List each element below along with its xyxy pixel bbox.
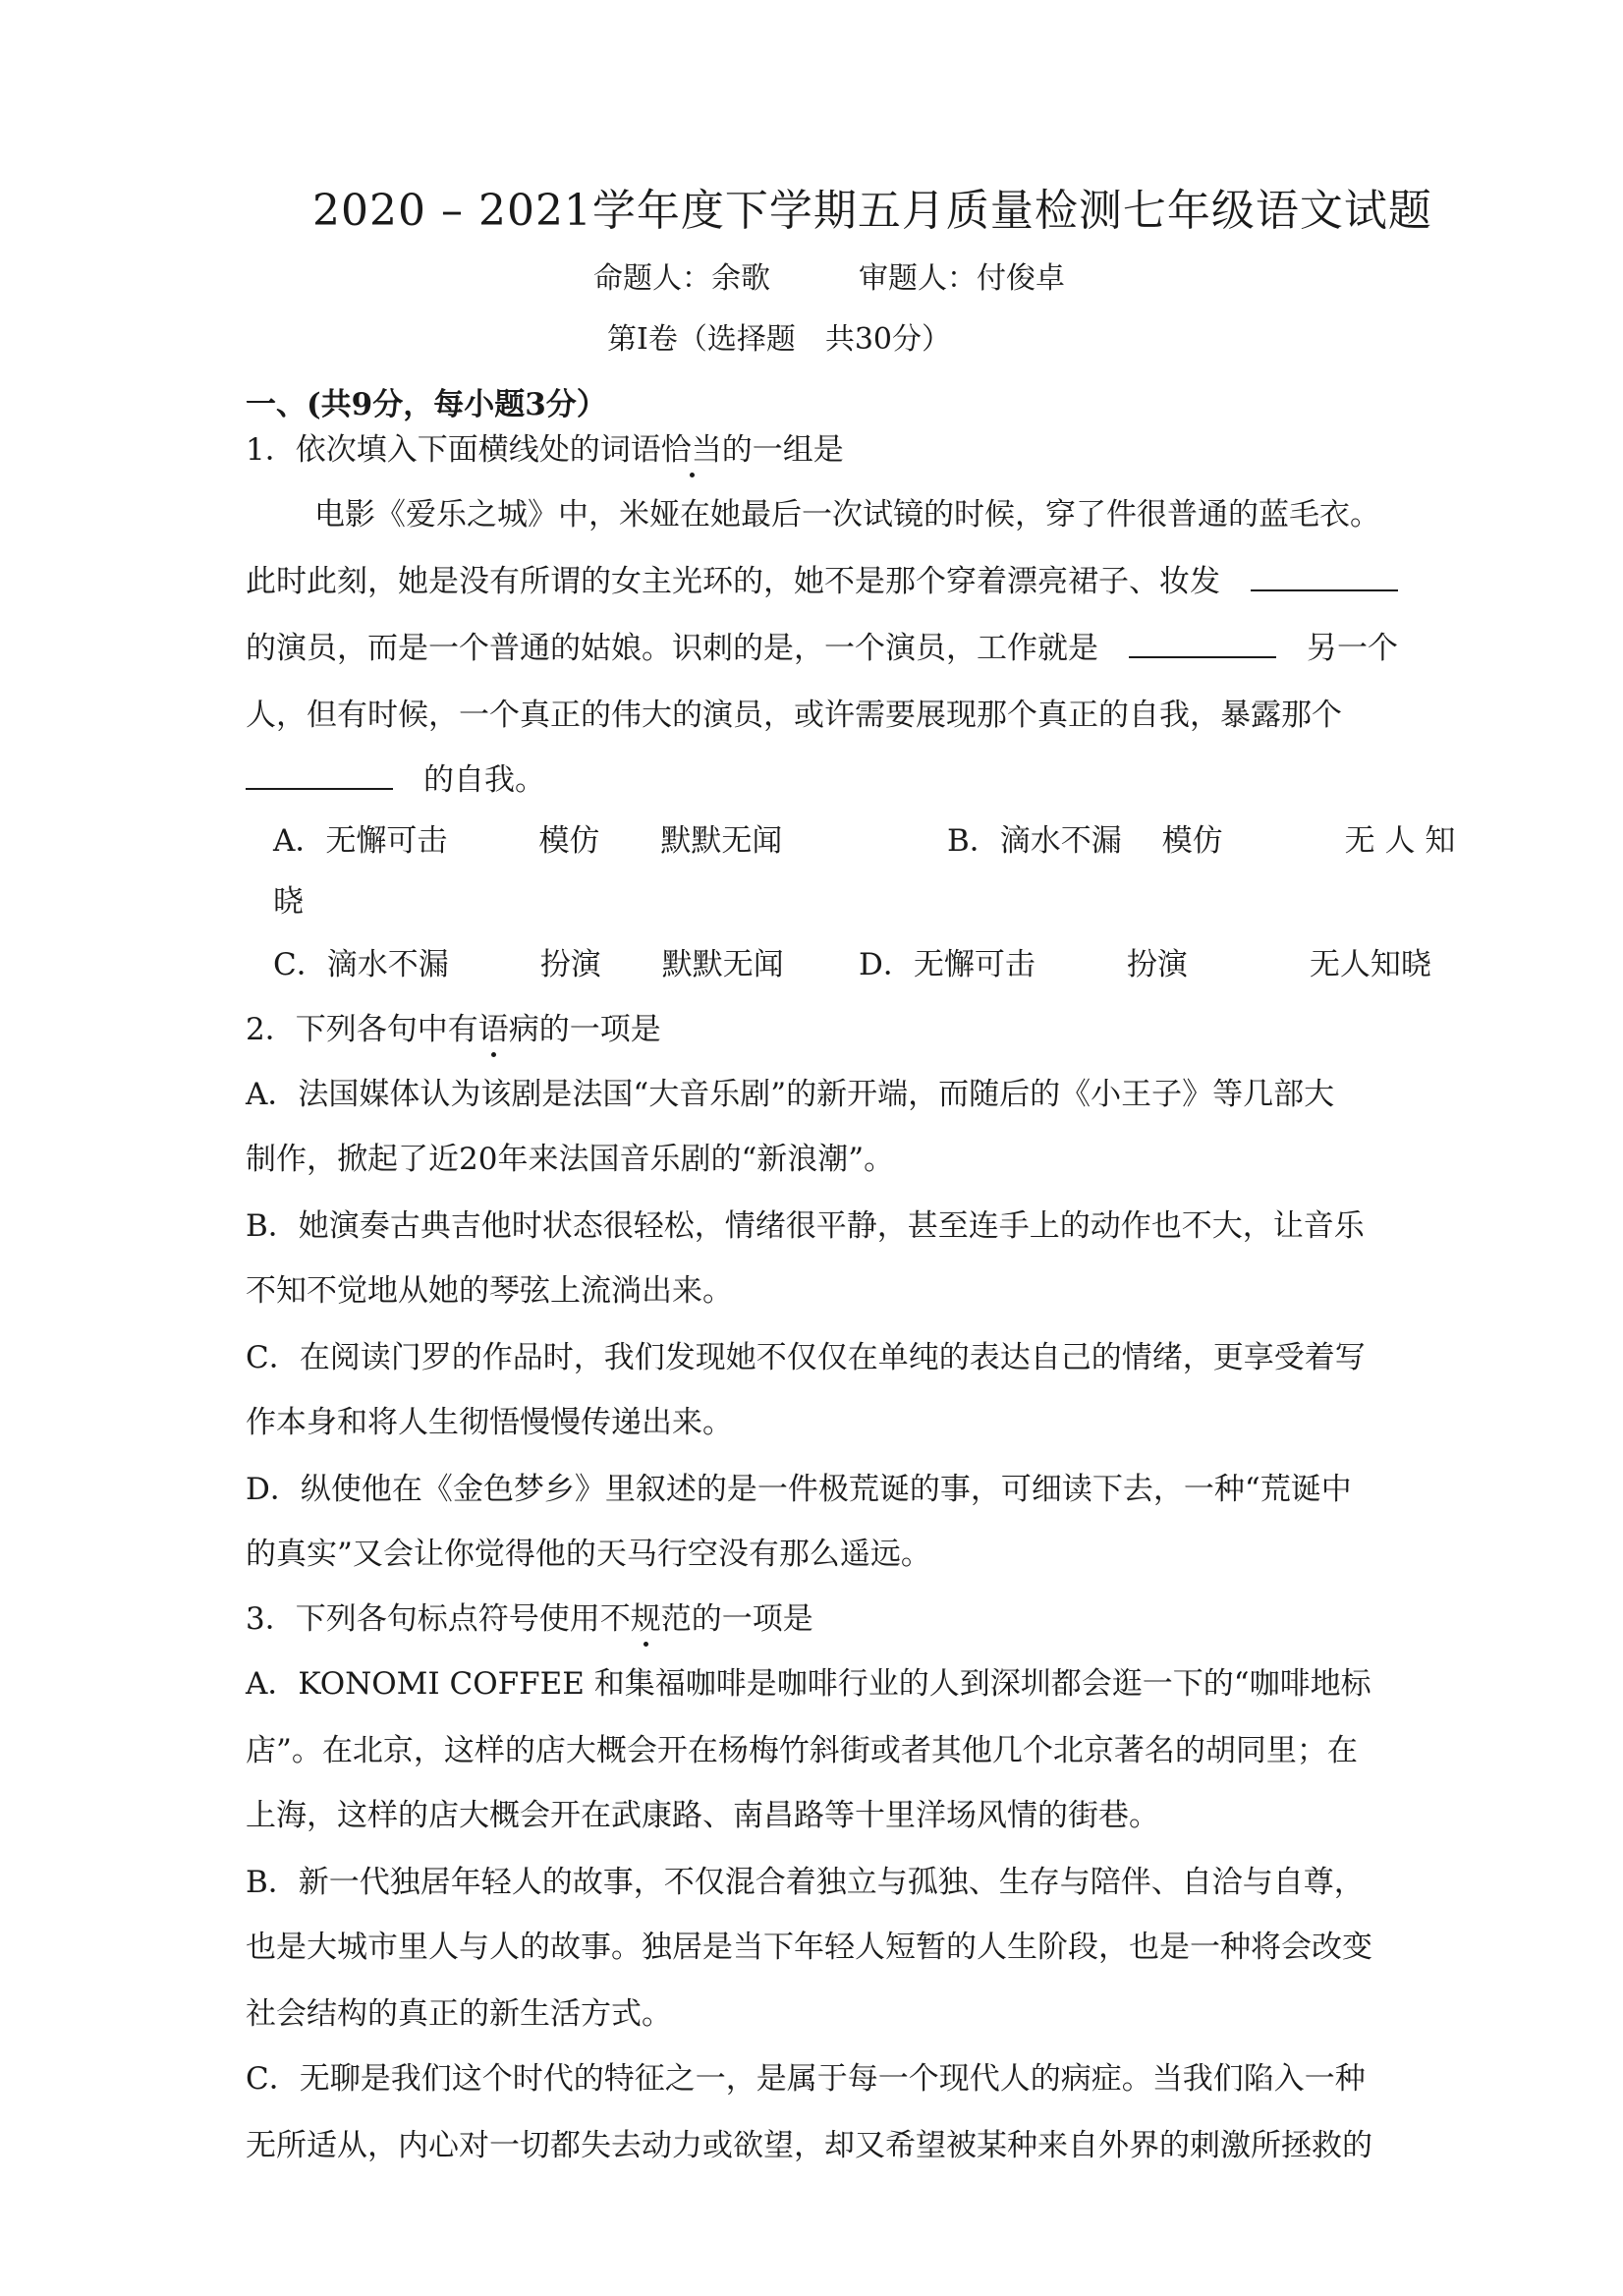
q1-passage-line: 的自我。 bbox=[246, 755, 545, 799]
q2-option-b-line: B．她演奏古典吉他时状态很轻松，情绪很平静，甚至连手上的动作也不大，让音乐 bbox=[246, 1208, 1365, 1244]
q2-option-a-line: A．法国媒体认为该剧是法国“大音乐剧”的新开端，而随后的《小王子》等几部大 bbox=[246, 1077, 1335, 1112]
fill-blank bbox=[246, 787, 393, 790]
q3-option-a-line: 店”。在北京，这样的店大概会开在杨梅竹斜街或者其他几个北京著名的胡同里；在 bbox=[246, 1733, 1358, 1768]
section-heading: 一、(共9分，每小题3分） bbox=[246, 387, 607, 422]
question-3-stem: 3．下列各句标点符号使用不规范的一项是 bbox=[246, 1594, 813, 1638]
volume-heading: 第Ⅰ卷（选择题 共30分） bbox=[607, 322, 952, 357]
q1-passage-line: 的演员，而是一个普通的姑娘。识刺的是，一个演员，工作就是 另一个 bbox=[246, 631, 1398, 666]
emphasis-text: 恰当 bbox=[661, 424, 722, 469]
fill-blank bbox=[1251, 588, 1398, 591]
q3-option-b-line: 社会结构的真正的新生活方式。 bbox=[246, 1996, 672, 2032]
q2-option-d-line: 的真实”又会让你觉得他的天马行空没有那么遥远。 bbox=[246, 1537, 931, 1572]
q2-option-c-line: 作本身和将人生彻悟慢慢传递出来。 bbox=[246, 1405, 733, 1440]
q1-passage-line: 电影《爱乐之城》中，米娅在她最后一次试镜的时候，穿了件很普通的蓝毛衣。 bbox=[314, 497, 1380, 532]
q1-passage-line: 人，但有时候，一个真正的伟大的演员，或许需要展现那个真正的自我，暴露那个 bbox=[246, 698, 1342, 733]
q2-option-c-line: C．在阅读门罗的作品时，我们发现她不仅仅在单纯的表达自己的情绪，更享受着写 bbox=[246, 1340, 1366, 1375]
q3-option-b-line: B．新一代独居年轻人的故事，不仅混合着独立与孤独、生存与陪伴、自洽与自尊， bbox=[246, 1865, 1365, 1900]
q2-option-b-line: 不知不觉地从她的琴弦上流淌出来。 bbox=[246, 1273, 733, 1309]
emphasis-text: 有语病 bbox=[448, 1004, 539, 1048]
q1-option-a: A．无懈可击 模仿 默默无闻 bbox=[273, 823, 783, 859]
q1-option-c: C．滴水不漏 扮演 默默无闻 bbox=[273, 947, 784, 982]
question-1-stem: 1．依次填入下面横线处的词语恰当的一组是 bbox=[246, 424, 844, 469]
q1-option-b-wrap: 晓 bbox=[273, 884, 304, 920]
q2-option-a-line: 制作，掀起了近20年来法国音乐剧的“新浪潮”。 bbox=[246, 1142, 895, 1177]
fill-blank bbox=[1129, 655, 1276, 658]
q3-option-a-line: A．KONOMI COFFEE 和集福咖啡是咖啡行业的人到深圳都会逛一下的“咖啡地标 bbox=[246, 1666, 1371, 1702]
authors-line: 命题人：余歌 审题人：付俊卓 bbox=[593, 261, 1065, 296]
q1-passage-line: 此时此刻，她是没有所谓的女主光环的，她不是那个穿着漂亮裙子、妆发 bbox=[246, 556, 1398, 600]
q1-option-b: B．滴水不漏 模仿 无 人 知 bbox=[947, 823, 1456, 859]
q3-option-b-line: 也是大城市里人与人的故事。独居是当下年轻人短暂的人生阶段，也是一种将会改变 bbox=[246, 1930, 1372, 1965]
exam-title: 2020 – 2021学年度下学期五月质量检测七年级语文试题 bbox=[312, 186, 1432, 236]
q2-option-d-line: D．纵使他在《金色梦乡》里叙述的是一件极荒诞的事，可细读下去，一种“荒诞中 bbox=[246, 1472, 1352, 1507]
question-2-stem: 2．下列各句中有语病的一项是 bbox=[246, 1004, 661, 1048]
q3-option-a-line: 上海，这样的店大概会开在武康路、南昌路等十里洋场风情的街巷。 bbox=[246, 1798, 1159, 1833]
q3-option-c-line: C．无聊是我们这个时代的特征之一，是属于每一个现代人的病症。当我们陷入一种 bbox=[246, 2061, 1366, 2097]
emphasis-text: 不规范 bbox=[600, 1594, 692, 1638]
q1-option-d: D．无懈可击 扮演 无人知晓 bbox=[859, 947, 1431, 982]
q3-option-c-line: 无所适从，内心对一切都失去动力或欲望，却又希望被某种来自外界的刺激所拯救的 bbox=[246, 2128, 1372, 2163]
